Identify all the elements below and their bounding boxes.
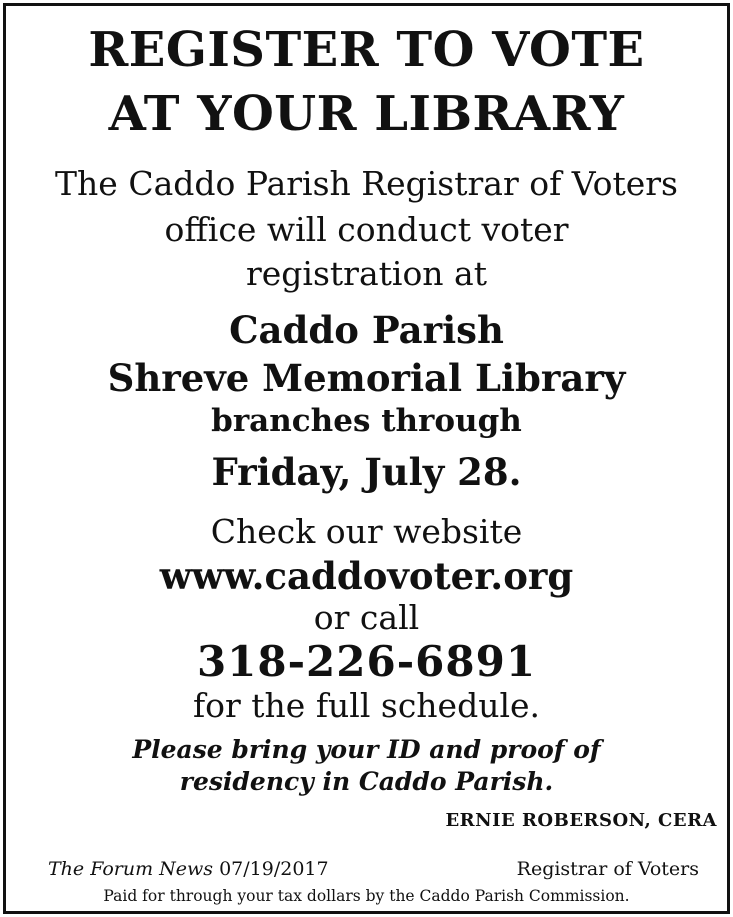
publication-credit: [48, 858, 329, 880]
id-note-line-2: residency in Caddo Parish.: [179, 767, 554, 796]
website-prompt: Check our website: [210, 512, 523, 551]
intro-line-2: office will conduct voter: [164, 210, 569, 249]
headline-line-2: AT YOUR LIBRARY: [108, 86, 625, 142]
phone-number[interactable]: 318-226-6891: [196, 637, 537, 686]
location-line-3: branches through: [211, 403, 522, 439]
deadline-date: Friday, July 28.: [211, 450, 522, 494]
paid-for-notice: Paid for through your tax dollars by the Caddo Parish Commission.: [103, 887, 630, 905]
intro-line-1: The Caddo Parish Registrar of Voters: [55, 164, 678, 203]
signer-title: Registrar of Voters: [516, 858, 699, 880]
schedule-text: for the full schedule.: [192, 686, 541, 725]
publication-date: 07/19/2017: [219, 858, 329, 880]
advertisement-frame: [3, 3, 730, 914]
website-link[interactable]: www.caddovoter.org: [159, 554, 574, 598]
publication-name: The Forum News: [48, 858, 214, 880]
signer-name: ERNIE ROBERSON, CERA: [445, 810, 717, 831]
or-call-text: or call: [313, 598, 420, 637]
intro-line-3: registration at: [246, 254, 487, 293]
location-line-1: Caddo Parish: [229, 308, 504, 352]
headline-line-1: REGISTER TO VOTE: [88, 22, 645, 78]
location-line-2: Shreve Memorial Library: [107, 356, 626, 400]
id-note-line-1: Please bring your ID and proof of: [132, 735, 601, 764]
